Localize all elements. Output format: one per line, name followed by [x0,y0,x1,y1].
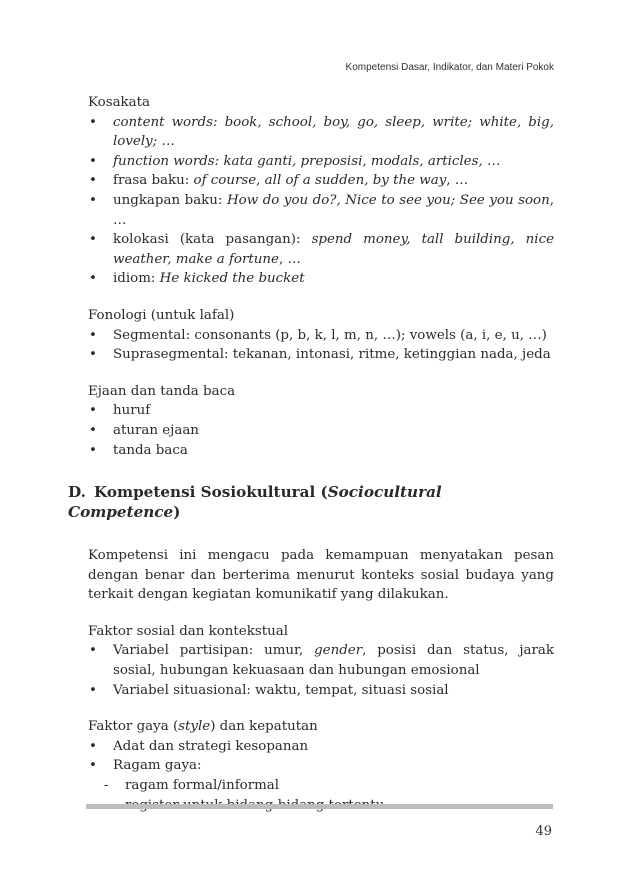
faktor-sosial-heading: Faktor sosial dan kontekstual [88,623,288,639]
list-item: • tanda baca [88,441,554,461]
footer-rule [86,804,553,809]
list-item: • idiom: He kicked the bucket [88,269,554,289]
list-item: • Variabel partisipan: umur, gender, posisi dan status, jarak sosial, hubungan kekuasaan dan hubungan emosional [88,641,554,680]
running-header: Kompetensi Dasar, Indikator, dan Materi Pokok [345,62,554,73]
ejaan-group [88,382,554,460]
page-number: 49 [535,824,552,839]
list-item: • Ragam gaya: [88,756,554,776]
faktor-sosial-group [88,622,554,700]
ejaan-heading: Ejaan dan tanda baca [88,383,236,399]
fonologi-group [88,306,554,365]
list-item: • Segmental: consonants (p, b, k, l, m, n, …); vowels (a, i, e, u, …) [88,326,554,346]
faktor-gaya-heading: Faktor gaya (style) dan kepatutan [88,719,318,735]
page-content [68,93,554,832]
kosakata-list [88,113,554,289]
kosakata-group [88,93,554,289]
ejaan-list [88,401,554,460]
faktor-gaya-group [88,717,554,815]
fonologi-list [88,326,554,365]
list-item: - ragam formal/informal [100,776,554,796]
list-item: • huruf [88,401,554,421]
faktor-sosial-list [88,641,554,700]
section-d-title: D. Kompetensi Sosiokultural (Sociocultural Competence) [68,483,442,522]
list-item: • kolokasi (kata pasangan): spend money, tall building, nice weather, make a fortune, … [88,230,554,269]
list-item: • frasa baku: of course, all of a sudden, by the way, … [88,171,554,191]
faktor-gaya-list [88,737,554,776]
kosakata-heading: Kosakata [88,95,151,110]
list-item: • content words: book, school, boy, go, sleep, write; white, big, lovely; … [88,113,554,152]
section-letter: D. [68,483,86,502]
list-item: • Adat dan strategi kesopanan [88,737,554,757]
ragam-sub-list [88,776,554,815]
list-item: • Variabel situasional: waktu, tempat, situasi sosial [88,681,554,701]
fonologi-heading: Fonologi (untuk lafal) [88,307,235,323]
list-item: • ungkapan baku: How do you do?, Nice to see you; See you soon, … [88,191,554,230]
section-d-paragraph: Kompetensi ini mengacu pada kemampuan menyatakan pesan dengan benar dan berterima menurut konteks sosial budaya yang terkait dengan kegiatan komunikatif yang dilakukan. [88,548,554,603]
list-item: • Suprasegmental: tekanan, intonasi, ritme, ketinggian nada, jeda [88,345,554,365]
list-item: • function words: kata ganti, preposisi, modals, articles, … [88,152,554,172]
list-item: • aturan ejaan [88,421,554,441]
